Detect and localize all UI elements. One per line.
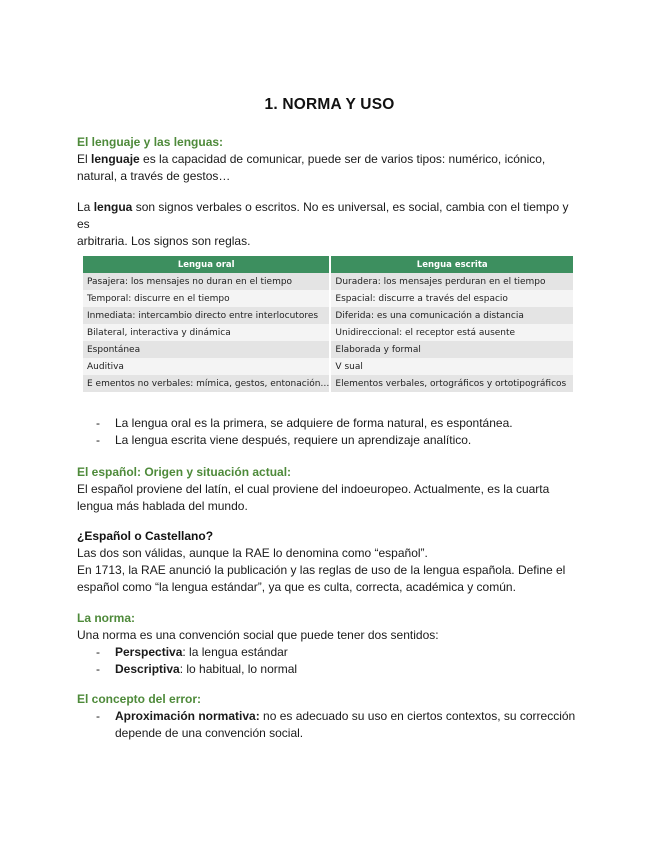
paragraph-lenguaje: El lenguaje es la capacidad de comunicar, puede ser de varios tipos: numérico, icónico, natural, a través de gestos… [77, 152, 546, 183]
table-cell: Bilateral, interactiva y dinámica [83, 324, 329, 341]
table-header-row [83, 256, 573, 273]
term-lengua: lengua [93, 200, 133, 214]
table-cell: Espacial: discurre a través del espacio [329, 290, 573, 307]
section-lenguaje [77, 134, 582, 185]
table-cell: Unidireccional: el receptor está ausente [329, 324, 573, 341]
term-lenguaje: lenguaje [91, 152, 140, 166]
table-row [83, 375, 573, 392]
table-row [83, 290, 573, 307]
comparison-table [83, 256, 573, 392]
table-cell: Elementos verbales, ortográficos y ortotipográficos [329, 375, 573, 392]
section-heading-castellano: ¿Español o Castellano? [77, 529, 214, 543]
section-error [77, 691, 582, 742]
paragraph-espanol: El español proviene del latín, el cual proviene del indoeuropeo. Actualmente, es la cuarta lengua más hablada del mundo. [77, 482, 550, 513]
section-espanol-castellano [77, 528, 582, 596]
bullet-list-lengua [77, 415, 582, 449]
table-cell: Diferida: es una comunicación a distancia [329, 307, 573, 324]
paragraph-lengua-block [77, 199, 582, 250]
table-cell: Auditiva [83, 358, 329, 375]
table-row [83, 358, 573, 375]
table-cell: Inmediata: intercambio directo entre interlocutores [83, 307, 329, 324]
section-norma [77, 610, 582, 678]
paragraph-castellano: Las dos son válidas, aunque la RAE lo denomina como “español”. En 1713, la RAE anunció la publicación y las reglas de uso de la lengua española. Define el español como “la lengua estándar”, ya que es culta, correcta, académica y común. [77, 546, 566, 594]
list-item: - Aproximación normativa: no es adecuado su uso en ciertos contextos, su corrección depende de una convención social. [96, 709, 576, 740]
table-cell: Elaborada y formal [329, 341, 573, 358]
table-cell: V sual [329, 358, 573, 375]
table-row [83, 273, 573, 290]
table-cell: Duradera: los mensajes perduran en el tiempo [329, 273, 573, 290]
section-heading-espanol: El español: Origen y situación actual: [77, 465, 292, 479]
section-heading-norma: La norma: [77, 611, 136, 625]
table-header-escrita: Lengua escrita [329, 256, 573, 273]
list-item: - Descriptiva: lo habitual, lo normal [96, 662, 298, 676]
section-espanol-origen [77, 464, 582, 515]
table-row [83, 324, 573, 341]
table-row [83, 341, 573, 358]
table-cell: Temporal: discurre en el tiempo [83, 290, 329, 307]
table-header-oral: Lengua oral [83, 256, 329, 273]
list-item: - La lengua escrita viene después, requiere un aprendizaje analítico. [96, 433, 472, 447]
table-cell: Pasajera: los mensajes no duran en el tiempo [83, 273, 329, 290]
section-heading-lenguaje: El lenguaje y las lenguas: [77, 135, 224, 149]
list-item: - Perspectiva: la lengua estándar [96, 645, 288, 659]
table-cell: Espontánea [83, 341, 329, 358]
table-cell: E ementos no verbales: mímica, gestos, entonación… [83, 375, 329, 392]
list-item: - La lengua oral es la primera, se adquiere de forma natural, es espontánea. [96, 416, 513, 430]
paragraph-lengua: La lengua son signos verbales o escritos. No es universal, es social, cambia con el tiempo y es arbitraria. Los signos son reglas. [77, 200, 569, 248]
page-title: 1. NORMA Y USO [264, 96, 395, 113]
table-row [83, 307, 573, 324]
paragraph-norma: Una norma es una convención social que puede tener dos sentidos: [77, 628, 439, 642]
section-heading-error: El concepto del error: [77, 692, 202, 706]
